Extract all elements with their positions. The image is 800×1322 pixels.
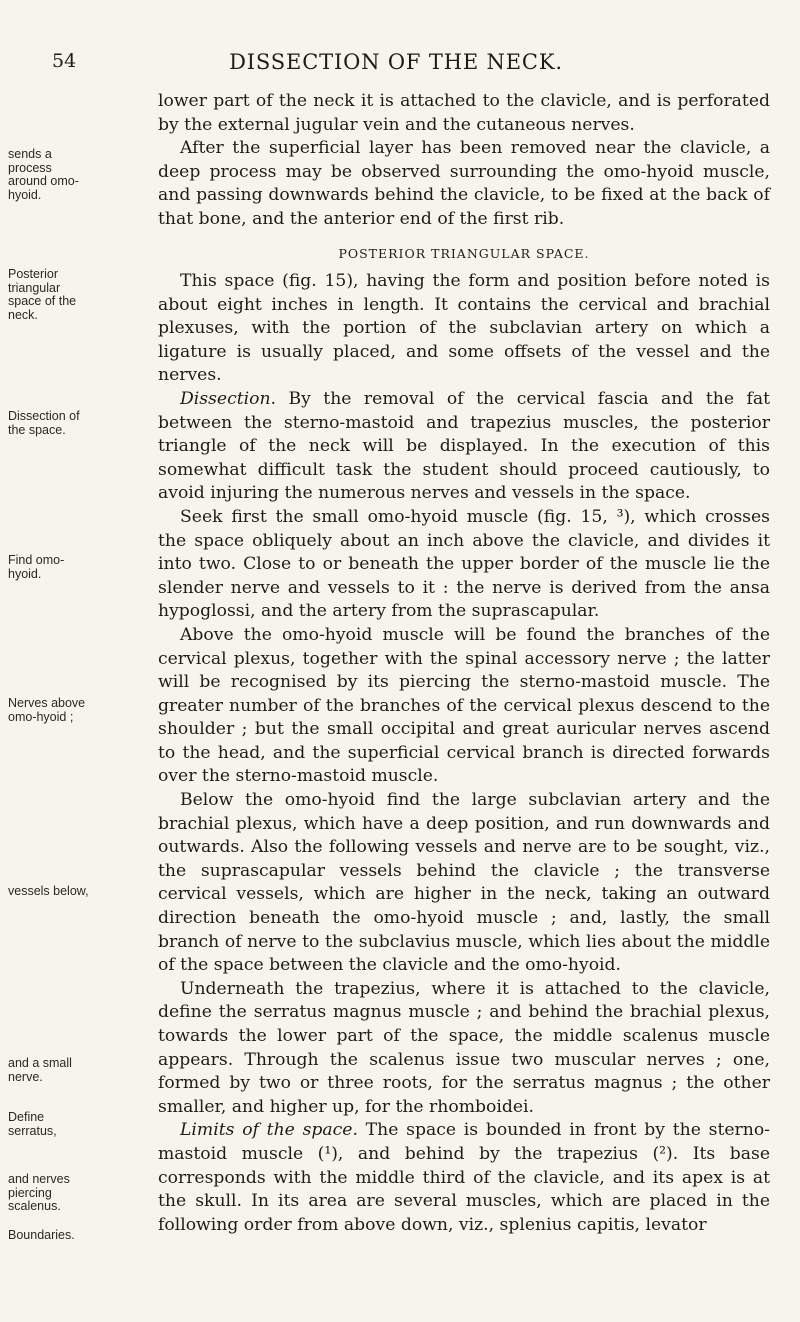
paragraph-above-omo-hyoid: Above the omo-hyoid muscle will be found the branches of the cervical plexus, together with the spinal accessory nerve ; the latter will be recognised by its piercing the sterno-mastoid muscle. The greater number of the branches of the cervical plexus descend to the shoulder ; but the small occipital and great auricular nerves ascend to the head, and the superficial cervical branch is directed forwards over the sterno-mastoid muscle.	[158, 624, 770, 787]
margin-note-find-omo-hyoid: Find omo-hyoid.	[8, 553, 65, 581]
margin-note-dissection: Dissection of the space.	[8, 409, 80, 437]
page-header	[52, 50, 740, 80]
margin-note-define-serratus: Define serratus,	[8, 1110, 57, 1138]
margin-note-nerves-above: Nerves above omo-hyoid ;	[8, 696, 86, 724]
dissection-text: By the removal of the cervical fascia and the fat between the sterno-mastoid and trapezius muscles, the posterior triangle of the neck will be displayed. In the execution of this somewhat difficult task the student should proceed cautiously, to avoid injuring the numerous nerves and vessels in the space.	[158, 388, 770, 504]
paragraph-limits	[158, 1119, 770, 1237]
paragraph-dissection	[158, 388, 770, 506]
paragraph-below-omo-hyoid: Below the omo-hyoid find the large subclavian artery and the brachial plexus, which have a deep position, and run downwards and outwards. Also the following vessels and nerve are to be sought, viz., the suprascapular vessels behind the clavicle ; the transverse cervical vessels, which are higher in the neck, taking an outward direction beneath the omo-hyoid muscle ; and, lastly, the small branch of nerve to the subclavius muscle, which lies about the middle of the space between the clavicle and the omo-hyoid.	[158, 790, 770, 976]
margin-note-omo-hyoid-process: sends a process around omo-hyoid.	[8, 147, 79, 202]
running-head: DISSECTION OF THE NECK.	[229, 50, 563, 74]
paragraph-seek-omo-hyoid: Seek first the small omo-hyoid muscle (fig. 15, ³), which crosses the space obliquely about an inch above the clavicle, and divides it into two. Close to or beneath the upper border of the muscle lie the slender nerve and vessels to it : the nerve is derived from the ansa hypoglossi, and the artery from the suprascapular.	[158, 506, 770, 622]
paragraph-intro: lower part of the neck it is attached to the clavicle, and is perforated by the external jugular vein and the cutaneous nerves.	[158, 91, 770, 135]
paragraph-superficial-layer: After the superficial layer has been removed near the clavicle, a deep process may be observed surrounding the omo-hyoid muscle, and passing downwards behind the clavicle, to be fixed at the back of that bone, and the anterior end of the first rib.	[158, 138, 770, 229]
margin-note-small-nerve: and a small nerve.	[8, 1056, 72, 1084]
main-text-lower	[158, 270, 770, 1237]
paragraph-underneath-trapezius: Underneath the trapezius, where it is attached to the clavicle, define the serratus magnus muscle ; and behind the brachial plexus, towards the lower part of the space, the middle scalenus muscle appears. Through the scalenus issue two muscular nerves ; one, formed by two or three roots, for the serratus magnus ; the other smaller, and higher up, for the rhomboidei.	[158, 978, 770, 1117]
section-heading: POSTERIOR TRIANGULAR SPACE.	[338, 246, 590, 261]
limits-label: Limits of the space.	[180, 1120, 358, 1141]
page-number: 54	[52, 50, 77, 72]
limits-text: The space is bounded in front by the sterno-mastoid muscle (¹), and behind by the trapezius (²). Its base corresponds with the middle third of the clavicle, and its apex is at the skull. In its area are several muscles, which are placed in the following order from above down, viz., splenius capitis, levator	[158, 1120, 770, 1235]
dissection-label: Dissection.	[180, 388, 276, 409]
section-heading-block	[158, 242, 770, 266]
margin-note-vessels-below: vessels below,	[8, 884, 89, 898]
paragraph-space: This space (fig. 15), having the form and position before noted is about eight inches in length. It contains the cervical and brachial plexuses, with the portion of the subclavian artery on which a ligature is usually placed, and some offsets of the vessel and the nerves.	[158, 271, 770, 386]
main-text-upper	[158, 90, 770, 232]
margin-note-nerves-scalenus: and nerves piercing scalenus.	[8, 1172, 70, 1213]
margin-note-boundaries: Boundaries.	[8, 1228, 75, 1242]
margin-note-posterior-triangle: Posterior triangular space of the neck.	[8, 267, 77, 322]
